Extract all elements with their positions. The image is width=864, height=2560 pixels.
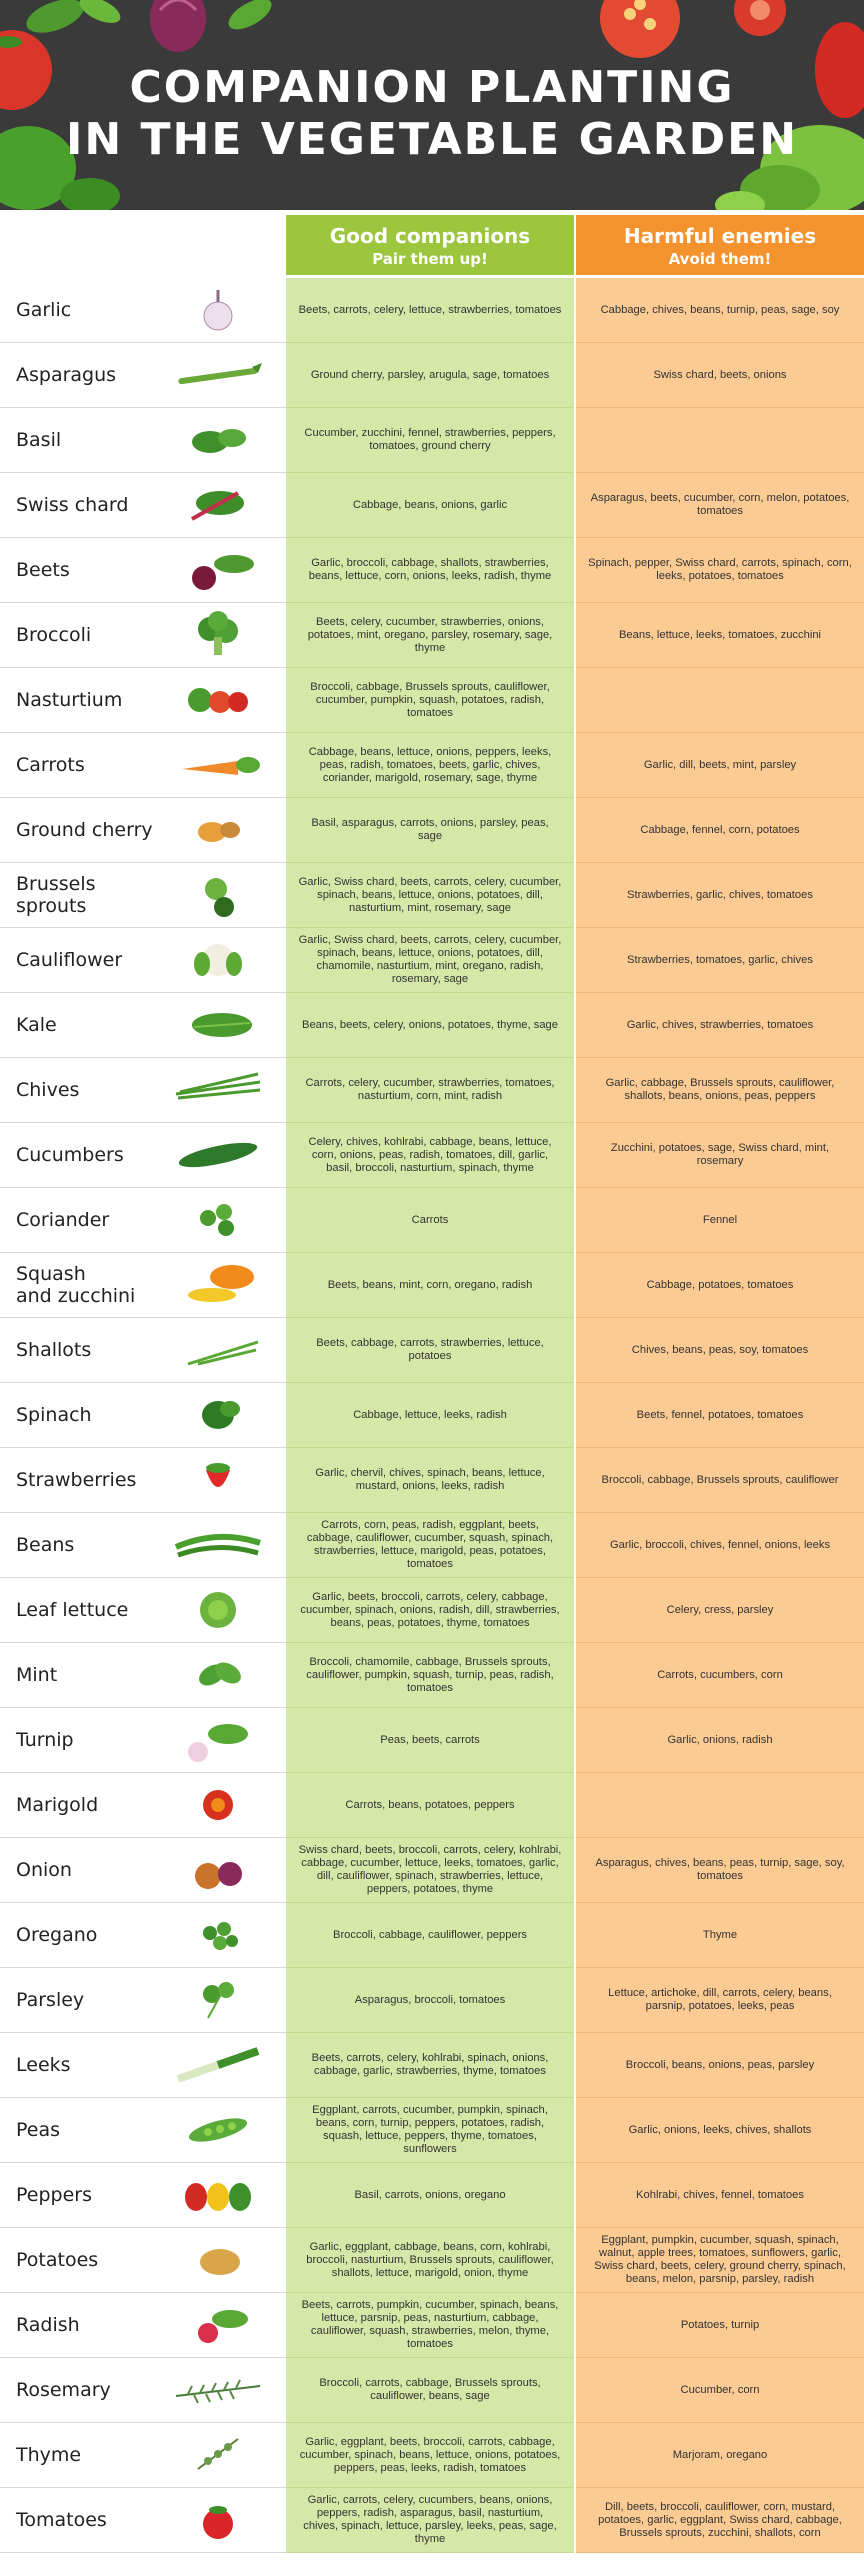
vegetable-name: Parsley xyxy=(16,1989,85,2011)
good-companions-cell: Cabbage, beans, lettuce, onions, peppers, leeks, peas, radish, tomatoes, beets, garlic, chives, coriander, marigold, rosemary, sage, thyme xyxy=(286,733,574,798)
good-companions-cell: Carrots xyxy=(286,1188,574,1253)
table-row xyxy=(0,1383,864,1448)
table-header-row xyxy=(0,212,864,278)
harmful-enemies-cell: Eggplant, pumpkin, cucumber, squash, spinach, walnut, apple trees, tomatoes, sunflowers, garlic, Swiss chard, beets, celery, ground cherry, spinach, beans, melon, parsnip, parsley, radish xyxy=(576,2228,864,2293)
vegetable-cell xyxy=(0,1188,286,1253)
vegetable-cell xyxy=(0,2098,286,2163)
harmful-enemies-cell: Garlic, dill, beets, mint, parsley xyxy=(576,733,864,798)
table-row xyxy=(0,1188,864,1253)
good-companions-cell: Beets, beans, mint, corn, oregano, radish xyxy=(286,1253,574,1318)
leek-icon xyxy=(168,2039,268,2091)
vegetable-cell xyxy=(0,1708,286,1773)
vegetable-name: Radish xyxy=(16,2314,80,2336)
good-companions-cell: Swiss chard, beets, broccoli, carrots, celery, kohlrabi, cabbage, cucumber, lettuce, leeks, tomatoes, garlic, dill, cauliflower, spinach, strawberries, lettuce, peppers, potatoes, thyme xyxy=(286,1838,574,1903)
cucumber-icon xyxy=(168,1129,268,1181)
peas-icon xyxy=(168,2104,268,2156)
vegetable-cell xyxy=(0,1968,286,2033)
coriander-icon xyxy=(168,1194,268,1246)
vegetable-name: Spinach xyxy=(16,1404,92,1426)
vegetable-cell xyxy=(0,1123,286,1188)
good-companions-cell: Eggplant, carrots, cucumber, pumpkin, spinach, beans, corn, turnip, peppers, potatoes, radish, squash, lettuce, peppers, thyme, tomatoes, sunflowers xyxy=(286,2098,574,2163)
companion-table xyxy=(0,212,864,2553)
vegetable-name: Leeks xyxy=(16,2054,71,2076)
harmful-enemies-cell: Fennel xyxy=(576,1188,864,1253)
vegetable-cell xyxy=(0,1513,286,1578)
strawberry-icon xyxy=(168,1454,268,1506)
table-row xyxy=(0,2163,864,2228)
vegetable-cell xyxy=(0,603,286,668)
vegetable-name: Brussels sprouts xyxy=(16,873,96,917)
harmful-enemies-cell: Celery, cress, parsley xyxy=(576,1578,864,1643)
vegetable-cell xyxy=(0,2033,286,2098)
vegetable-cell xyxy=(0,1253,286,1318)
vegetable-cell xyxy=(0,343,286,408)
vegetable-name: Oregano xyxy=(16,1924,98,1946)
table-row xyxy=(0,2228,864,2293)
good-companions-cell: Beets, carrots, celery, kohlrabi, spinach, onions, cabbage, garlic, strawberries, thyme, tomatoes xyxy=(286,2033,574,2098)
mint-icon xyxy=(168,1649,268,1701)
table-row xyxy=(0,1578,864,1643)
vegetable-name: Basil xyxy=(16,429,62,451)
table-row xyxy=(0,603,864,668)
good-companions-cell: Peas, beets, carrots xyxy=(286,1708,574,1773)
lettuce-icon xyxy=(168,1584,268,1636)
vegetable-cell xyxy=(0,1058,286,1123)
chives-icon xyxy=(168,1064,268,1116)
table-row xyxy=(0,1968,864,2033)
vegetable-name: Turnip xyxy=(16,1729,74,1751)
cauliflower-icon xyxy=(168,934,268,986)
good-companions-cell: Beets, cabbage, carrots, strawberries, lettuce, potatoes xyxy=(286,1318,574,1383)
harmful-enemies-cell: Kohlrabi, chives, fennel, tomatoes xyxy=(576,2163,864,2228)
vegetable-cell xyxy=(0,2228,286,2293)
header-banner xyxy=(0,0,864,210)
harmful-enemies-cell: Strawberries, garlic, chives, tomatoes xyxy=(576,863,864,928)
table-row xyxy=(0,1058,864,1123)
onion-icon xyxy=(168,1844,268,1896)
harmful-enemies-cell: Spinach, pepper, Swiss chard, carrots, spinach, corn, leeks, potatoes, tomatoes xyxy=(576,538,864,603)
harmful-enemies-cell: Lettuce, artichoke, dill, carrots, celery, beans, parsnip, potatoes, leeks, peas xyxy=(576,1968,864,2033)
asparagus-icon xyxy=(168,349,268,401)
vegetable-cell xyxy=(0,1643,286,1708)
vegetable-name: Marigold xyxy=(16,1794,99,1816)
vegetable-cell xyxy=(0,733,286,798)
vegetable-name: Rosemary xyxy=(16,2379,111,2401)
harmful-enemies-cell: Marjoram, oregano xyxy=(576,2423,864,2488)
harmful-enemies-subtitle: Avoid them! xyxy=(668,250,772,268)
table-row xyxy=(0,1513,864,1578)
good-companions-cell: Garlic, eggplant, beets, broccoli, carrots, cabbage, cucumber, spinach, beans, lettuce, onions, potatoes, peppers, peas, leeks, radish, tomatoes xyxy=(286,2423,574,2488)
table-row xyxy=(0,1318,864,1383)
good-companions-cell: Beets, celery, cucumber, strawberries, onions, potatoes, mint, oregano, parsley, rosemary, sage, thyme xyxy=(286,603,574,668)
table-row xyxy=(0,408,864,473)
vegetable-name: Garlic xyxy=(16,299,72,321)
good-companions-cell: Garlic, Swiss chard, beets, carrots, celery, cucumber, spinach, beans, lettuce, onions, potatoes, dill, chamomile, nasturtium, mint, oregano, radish, rosemary, sage xyxy=(286,928,574,993)
vegetable-name: Beans xyxy=(16,1534,75,1556)
vegetable-cell xyxy=(0,1318,286,1383)
good-companions-cell: Garlic, broccoli, cabbage, shallots, strawberries, beans, lettuce, corn, onions, leeks, radish, thyme xyxy=(286,538,574,603)
page-title-line1: COMPANION PLANTING xyxy=(129,62,735,113)
beet-icon xyxy=(168,544,268,596)
vegetable-cell xyxy=(0,408,286,473)
table-row xyxy=(0,928,864,993)
harmful-enemies-cell: Garlic, onions, radish xyxy=(576,1708,864,1773)
thyme-icon xyxy=(168,2429,268,2481)
vegetable-name: Chives xyxy=(16,1079,80,1101)
vegetable-cell xyxy=(0,1903,286,1968)
squash-icon xyxy=(168,1259,268,1311)
good-companions-cell: Broccoli, chamomile, cabbage, Brussels sprouts, cauliflower, pumpkin, squash, turnip, peas, radish, tomatoes xyxy=(286,1643,574,1708)
table-row xyxy=(0,1643,864,1708)
harmful-enemies-cell: Garlic, onions, leeks, chives, shallots xyxy=(576,2098,864,2163)
harmful-enemies-cell: Broccoli, beans, onions, peas, parsley xyxy=(576,2033,864,2098)
table-row xyxy=(0,473,864,538)
good-companions-cell: Celery, chives, kohlrabi, cabbage, beans, lettuce, corn, onions, peas, radish, tomatoes, dill, garlic, basil, broccoli, nasturtium, spinach, thyme xyxy=(286,1123,574,1188)
harmful-enemies-cell: Beans, lettuce, leeks, tomatoes, zucchini xyxy=(576,603,864,668)
table-row xyxy=(0,1903,864,1968)
spinach-icon xyxy=(168,1389,268,1441)
vegetable-cell xyxy=(0,2423,286,2488)
vegetable-cell xyxy=(0,473,286,538)
good-companions-cell: Beets, carrots, pumpkin, cucumber, spinach, beans, lettuce, parsnip, peas, nasturtium, cabbage, cauliflower, squash, strawberries, melon, thyme, tomatoes xyxy=(286,2293,574,2358)
turnip-icon xyxy=(168,1714,268,1766)
vegetable-name: Mint xyxy=(16,1664,58,1686)
harmful-enemies-cell: Garlic, cabbage, Brussels sprouts, cauliflower, shallots, beans, onions, peas, peppers xyxy=(576,1058,864,1123)
vegetable-name: Onion xyxy=(16,1859,72,1881)
harmful-enemies-cell: Garlic, chives, strawberries, tomatoes xyxy=(576,993,864,1058)
vegetable-cell xyxy=(0,278,286,343)
vegetable-cell xyxy=(0,1838,286,1903)
good-companions-cell: Broccoli, carrots, cabbage, Brussels sprouts, cauliflower, beans, sage xyxy=(286,2358,574,2423)
peppers-icon xyxy=(168,2169,268,2221)
good-companions-cell: Carrots, celery, cucumber, strawberries, tomatoes, nasturtium, corn, mint, radish xyxy=(286,1058,574,1123)
vegetable-name: Ground cherry xyxy=(16,819,153,841)
good-companions-cell: Cabbage, beans, onions, garlic xyxy=(286,473,574,538)
vegetable-name: Squash and zucchini xyxy=(16,1263,136,1307)
parsley-icon xyxy=(168,1974,268,2026)
table-row xyxy=(0,1773,864,1838)
vegetable-cell xyxy=(0,928,286,993)
vegetable-cell xyxy=(0,2293,286,2358)
vegetable-name: Strawberries xyxy=(16,1469,137,1491)
vegetable-name: Peppers xyxy=(16,2184,92,2206)
vegetable-name: Kale xyxy=(16,1014,57,1036)
harmful-enemies-cell: Potatoes, turnip xyxy=(576,2293,864,2358)
vegetable-cell xyxy=(0,993,286,1058)
vegetable-name: Shallots xyxy=(16,1339,92,1361)
vegetable-cell xyxy=(0,2163,286,2228)
harmful-enemies-cell xyxy=(576,408,864,473)
table-row xyxy=(0,2033,864,2098)
harmful-enemies-cell: Dill, beets, broccoli, cauliflower, corn, mustard, potatoes, garlic, eggplant, Swiss chard, cabbage, Brussels sprouts, zucchini, shallots, corn xyxy=(576,2488,864,2553)
harmful-enemies-cell: Strawberries, tomatoes, garlic, chives xyxy=(576,928,864,993)
harmful-enemies-cell: Garlic, broccoli, chives, fennel, onions, leeks xyxy=(576,1513,864,1578)
good-companions-cell: Beets, carrots, celery, lettuce, strawberries, tomatoes xyxy=(286,278,574,343)
good-companions-cell: Broccoli, cabbage, cauliflower, peppers xyxy=(286,1903,574,1968)
potato-icon xyxy=(168,2234,268,2286)
ground-cherry-icon xyxy=(168,804,268,856)
table-row xyxy=(0,733,864,798)
table-row xyxy=(0,2423,864,2488)
beans-icon xyxy=(168,1519,268,1571)
vegetable-name: Nasturtium xyxy=(16,689,123,711)
harmful-enemies-title: Harmful enemies xyxy=(623,224,817,248)
harmful-enemies-cell: Cabbage, potatoes, tomatoes xyxy=(576,1253,864,1318)
vegetable-name: Cauliflower xyxy=(16,949,123,971)
table-row xyxy=(0,668,864,733)
vegetable-name: Carrots xyxy=(16,754,85,776)
table-row xyxy=(0,538,864,603)
table-body xyxy=(0,278,864,2553)
vegetable-name: Coriander xyxy=(16,1209,110,1231)
table-row xyxy=(0,993,864,1058)
vegetable-cell xyxy=(0,798,286,863)
vegetable-name: Thyme xyxy=(16,2444,82,2466)
harmful-enemies-cell: Asparagus, beets, cucumber, corn, melon, potatoes, tomatoes xyxy=(576,473,864,538)
vegetable-name: Peas xyxy=(16,2119,61,2141)
vegetable-cell xyxy=(0,1448,286,1513)
harmful-enemies-cell: Zucchini, potatoes, sage, Swiss chard, mint, rosemary xyxy=(576,1123,864,1188)
vegetable-name: Potatoes xyxy=(16,2249,99,2271)
brussels-sprouts-icon xyxy=(168,869,268,921)
vegetable-name: Beets xyxy=(16,559,70,581)
vegetable-name: Cucumbers xyxy=(16,1144,124,1166)
table-row xyxy=(0,1448,864,1513)
vegetable-cell xyxy=(0,668,286,733)
harmful-enemies-cell xyxy=(576,668,864,733)
table-row xyxy=(0,278,864,343)
vegetable-name: Tomatoes xyxy=(16,2509,107,2531)
rosemary-icon xyxy=(168,2364,268,2416)
table-row xyxy=(0,2358,864,2423)
vegetable-name: Swiss chard xyxy=(16,494,129,516)
good-companions-cell: Basil, carrots, onions, oregano xyxy=(286,2163,574,2228)
good-companions-cell: Carrots, corn, peas, radish, eggplant, beets, cabbage, cauliflower, cucumber, squash, spinach, strawberries, lettuce, marigold, peas, potatoes, tomatoes xyxy=(286,1513,574,1578)
basil-icon xyxy=(168,414,268,466)
harmful-enemies-cell: Beets, fennel, potatoes, tomatoes xyxy=(576,1383,864,1448)
vegetable-cell xyxy=(0,1773,286,1838)
table-row xyxy=(0,1708,864,1773)
vegetable-name: Asparagus xyxy=(16,364,117,386)
oregano-icon xyxy=(168,1909,268,1961)
vegetable-name: Broccoli xyxy=(16,624,92,646)
nasturtium-icon xyxy=(168,674,268,726)
garlic-icon xyxy=(168,284,268,336)
carrot-icon xyxy=(168,739,268,791)
vegetable-cell xyxy=(0,2488,286,2553)
harmful-enemies-cell xyxy=(576,1773,864,1838)
harmful-enemies-cell: Carrots, cucumbers, corn xyxy=(576,1643,864,1708)
good-companions-cell: Broccoli, cabbage, Brussels sprouts, cauliflower, cucumber, pumpkin, squash, potatoes, radish, tomatoes xyxy=(286,668,574,733)
marigold-icon xyxy=(168,1779,268,1831)
good-companions-cell: Cucumber, zucchini, fennel, strawberries, peppers, tomatoes, ground cherry xyxy=(286,408,574,473)
broccoli-icon xyxy=(168,609,268,661)
harmful-enemies-header xyxy=(576,215,864,275)
swiss-chard-icon xyxy=(168,479,268,531)
good-companions-cell: Asparagus, broccoli, tomatoes xyxy=(286,1968,574,2033)
harmful-enemies-cell: Thyme xyxy=(576,1903,864,1968)
page-title-line2: IN THE VEGETABLE GARDEN xyxy=(65,114,799,165)
table-row xyxy=(0,1253,864,1318)
good-companions-cell: Garlic, beets, broccoli, carrots, celery, cabbage, cucumber, spinach, onions, radish, dill, strawberries, beans, peas, potatoes, thyme, tomatoes xyxy=(286,1578,574,1643)
good-companions-cell: Basil, asparagus, carrots, onions, parsley, peas, sage xyxy=(286,798,574,863)
kale-icon xyxy=(168,999,268,1051)
vegetable-cell xyxy=(0,538,286,603)
good-companions-cell: Beans, beets, celery, onions, potatoes, thyme, sage xyxy=(286,993,574,1058)
table-row xyxy=(0,2098,864,2163)
good-companions-cell: Ground cherry, parsley, arugula, sage, tomatoes xyxy=(286,343,574,408)
good-companions-cell: Garlic, Swiss chard, beets, carrots, celery, cucumber, spinach, beans, lettuce, onions, potatoes, dill, nasturtium, mint, rosemary, sage xyxy=(286,863,574,928)
harmful-enemies-cell: Cabbage, fennel, corn, potatoes xyxy=(576,798,864,863)
table-row xyxy=(0,863,864,928)
good-companions-cell: Carrots, beans, potatoes, peppers xyxy=(286,1773,574,1838)
good-companions-cell: Cabbage, lettuce, leeks, radish xyxy=(286,1383,574,1448)
harmful-enemies-cell: Swiss chard, beets, onions xyxy=(576,343,864,408)
radish-icon xyxy=(168,2299,268,2351)
good-companions-subtitle: Pair them up! xyxy=(372,250,488,268)
harmful-enemies-cell: Asparagus, chives, beans, peas, turnip, sage, soy, tomatoes xyxy=(576,1838,864,1903)
vegetable-cell xyxy=(0,1383,286,1448)
shallot-icon xyxy=(168,1324,268,1376)
good-companions-header xyxy=(286,215,574,275)
good-companions-title: Good companions xyxy=(329,224,531,248)
vegetable-cell xyxy=(0,1578,286,1643)
table-row xyxy=(0,2293,864,2358)
vegetable-name: Leaf lettuce xyxy=(16,1599,129,1621)
table-row xyxy=(0,1123,864,1188)
vegetable-cell xyxy=(0,863,286,928)
table-row xyxy=(0,798,864,863)
table-row xyxy=(0,2488,864,2553)
harmful-enemies-cell: Chives, beans, peas, soy, tomatoes xyxy=(576,1318,864,1383)
good-companions-cell: Garlic, chervil, chives, spinach, beans, lettuce, mustard, onions, leeks, radish xyxy=(286,1448,574,1513)
vegetable-cell xyxy=(0,2358,286,2423)
harmful-enemies-cell: Broccoli, cabbage, Brussels sprouts, cauliflower xyxy=(576,1448,864,1513)
good-companions-cell: Garlic, eggplant, cabbage, beans, corn, kohlrabi, broccoli, nasturtium, Brussels sprouts, cauliflower, shallots, lettuce, marigold, onion, thyme xyxy=(286,2228,574,2293)
table-row xyxy=(0,1838,864,1903)
harmful-enemies-cell: Cabbage, chives, beans, turnip, peas, sage, soy xyxy=(576,278,864,343)
table-row xyxy=(0,343,864,408)
tomato-icon xyxy=(168,2494,268,2546)
harmful-enemies-cell: Cucumber, corn xyxy=(576,2358,864,2423)
good-companions-cell: Garlic, carrots, celery, cucumbers, beans, onions, peppers, radish, asparagus, basil, nasturtium, chives, spinach, lettuce, parsley, leeks, peas, sage, thyme xyxy=(286,2488,574,2553)
